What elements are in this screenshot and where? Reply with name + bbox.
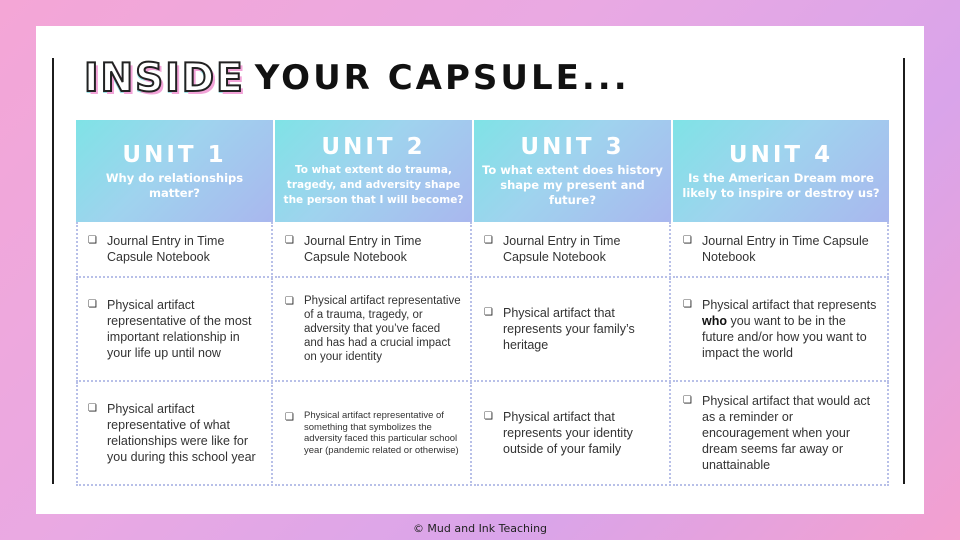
unit-4-header — [673, 120, 889, 222]
left-divider — [52, 58, 54, 484]
table-cell — [673, 278, 889, 382]
unit-3-question: To what extent does history shape my present and future? — [482, 163, 663, 207]
table-cell — [275, 382, 472, 486]
capsule-table — [76, 120, 889, 486]
table-cell — [673, 382, 889, 486]
title-rest: YOUR CAPSULE... — [254, 58, 630, 98]
checkbox-icon[interactable]: ❏ — [484, 235, 493, 246]
unit-1-header — [76, 120, 273, 222]
table-cell — [76, 278, 273, 382]
title-inside: INSIDE — [84, 55, 245, 101]
item-text-after: you want to be in the future and/or how you want to impact the world — [702, 314, 867, 360]
unit-1-name: UNIT 1 — [122, 141, 227, 168]
checklist-item: Journal Entry in Time Capsule Notebook — [107, 234, 225, 264]
unit-2-question: To what extent do trauma, tragedy, and adversity shape the person that I will become? — [283, 164, 464, 206]
table-cell — [76, 222, 273, 278]
unit-2-header — [275, 120, 472, 222]
unit-4-name: UNIT 4 — [728, 141, 834, 168]
checklist-item: Journal Entry in Time Capsule Notebook — [503, 234, 621, 264]
checkbox-icon[interactable]: ❏ — [683, 235, 692, 246]
checklist-item: Physical artifact representative of a trauma, tragedy, or adversity that you’ve faced and has had a crucial impact on your identity — [304, 295, 461, 363]
checkbox-icon[interactable]: ❏ — [88, 403, 97, 414]
table-cell — [275, 222, 472, 278]
checklist-item: Physical artifact that represents your identity outside of your family — [503, 410, 633, 456]
checkbox-icon[interactable]: ❏ — [285, 412, 294, 423]
unit-1-question: Why do relationships matter? — [105, 170, 244, 200]
checklist-item: Physical artifact representative of the most important relationship in your life up until now — [107, 298, 252, 360]
checkbox-icon[interactable]: ❏ — [88, 299, 97, 310]
table-cell — [474, 382, 671, 486]
checklist-item: Physical artifact that represents your family’s heritage — [503, 306, 635, 352]
item-text-before: Physical artifact that represents — [702, 298, 877, 312]
right-divider — [903, 58, 905, 484]
checkbox-icon[interactable]: ❏ — [683, 395, 692, 406]
table-cell — [474, 278, 671, 382]
checkbox-icon[interactable]: ❏ — [88, 235, 97, 246]
checklist-item: Physical artifact that would act as a reminder or encouragement when your dream seems far away or unattainable — [702, 394, 871, 472]
checklist-item: Journal Entry in Time Capsule Notebook — [702, 234, 869, 264]
checkbox-icon[interactable]: ❏ — [683, 299, 692, 310]
checklist-item: Physical artifact representative of something that symbolizes the adversity faced this particular school year (pandemic related or otherwise) — [304, 410, 459, 456]
checkbox-icon[interactable]: ❏ — [285, 296, 294, 307]
unit-2-name: UNIT 2 — [321, 134, 426, 160]
checkbox-icon[interactable]: ❏ — [285, 235, 294, 246]
checkbox-icon[interactable]: ❏ — [484, 411, 493, 422]
table-cell — [673, 222, 889, 278]
checklist-item: Journal Entry in Time Capsule Notebook — [304, 234, 422, 264]
unit-3-header — [474, 120, 671, 222]
unit-3-name: UNIT 3 — [520, 134, 625, 160]
checkbox-icon[interactable]: ❏ — [484, 307, 493, 318]
table-cell — [474, 222, 671, 278]
checklist-item — [702, 297, 879, 361]
page-title — [84, 56, 630, 100]
footer-credit: © Mud and Ink Teaching — [412, 522, 548, 535]
table-cell — [275, 278, 472, 382]
checklist-item: Physical artifact representative of what relationships were like for you during this school year — [107, 402, 256, 464]
table-cell — [76, 382, 273, 486]
item-text-bold: who — [702, 314, 727, 328]
unit-4-question: Is the American Dream more likely to inspire or destroy us? — [682, 170, 880, 200]
